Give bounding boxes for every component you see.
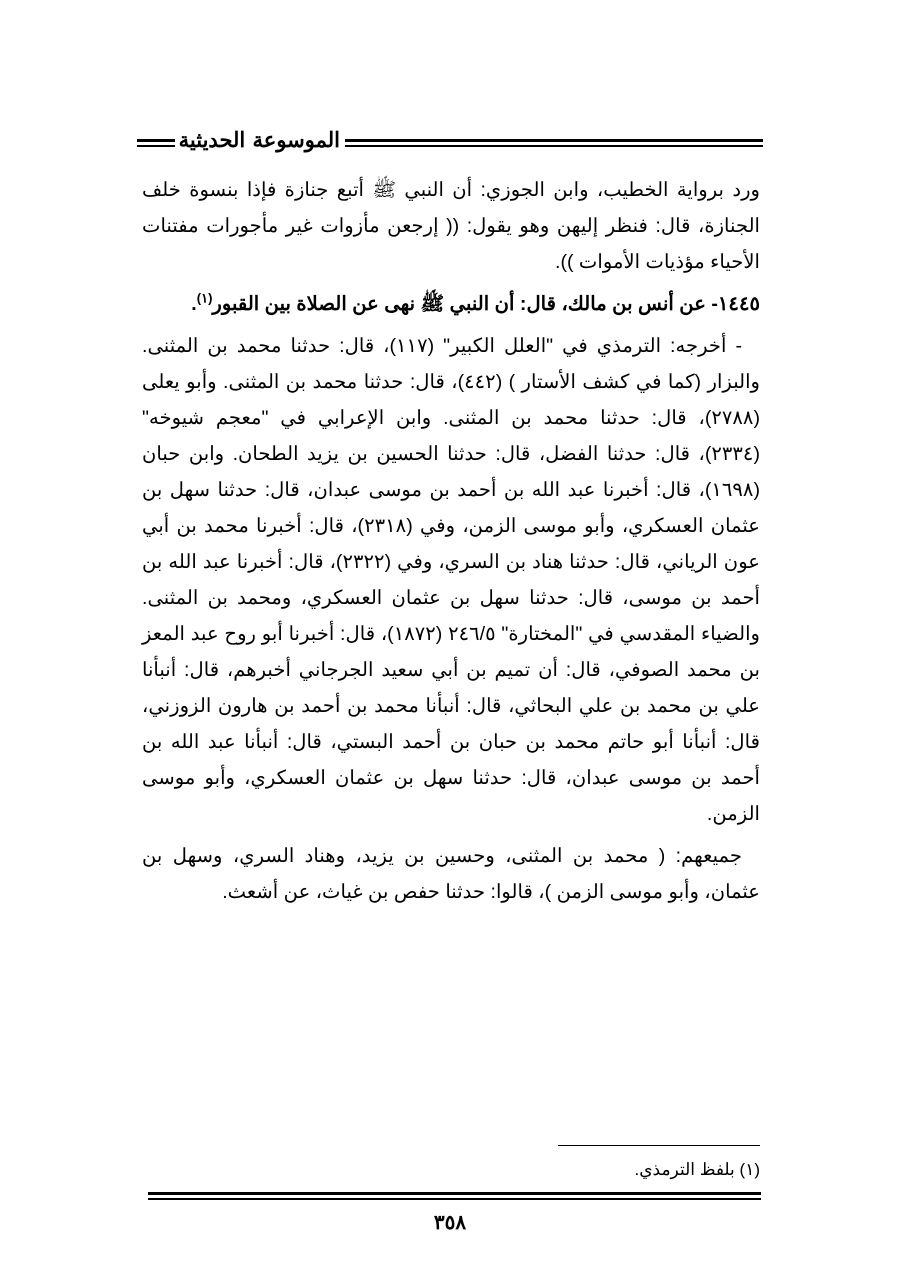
footnote-separator xyxy=(558,1145,760,1146)
page-body xyxy=(142,172,760,916)
footer-rule xyxy=(148,1192,761,1200)
header-rule-left xyxy=(137,139,175,147)
footnote-ref-1[interactable]: (١) xyxy=(196,290,213,306)
header-rule-right xyxy=(345,139,763,147)
hadith-1445 xyxy=(142,286,760,322)
hadith-text: ١٤٤٥- عن أنس بن مالك، قال: أن النبي ﷺ نهى عن الصلاة بين القبور xyxy=(212,293,760,315)
page-number: ٣٥٨ xyxy=(433,1210,467,1234)
hadith-end: . xyxy=(191,293,197,315)
paragraph-takhrij: - أخرجه: الترمذي في "العلل الكبير" (١١٧)، قال: حدثنا محمد بن المثنى. والبزار (كما في كشف الأستار ) (٤٤٢)، قال: حدثنا محمد بن المثنى. وأبو يعلى (٢٧٨٨)، قال: حدثنا محمد بن المثنى. وابن الإعرابي في "معجم شيوخه" (٢٣٣٤)، قال: حدثنا الفضل، قال: حدثنا الحسين بن يزيد الطحان. وابن حبان (١٦٩٨)، قال: أخبرنا عبد الله بن أحمد بن موسى عبدان، قال: حدثنا سهل بن عثمان العسكري، وأبو موسى الزمن، وفي (٢٣١٨)، قال: أخبرنا محمد بن أبي عون الرياني، قال: حدثنا هناد بن السري، وفي (٢٣٢٢)، قال: أخبرنا عبد الله بن أحمد بن موسى، قال: حدثنا سهل بن عثمان العسكري، ومحمد بن المثنى. والضياء المقدسي في "المختارة" ٢٤٦/٥ (١٨٧٢)، قال: أخبرنا أبو روح عبد المعز بن محمد الصوفي، قال: أن تميم بن أبي سعيد الجرجاني أخبرهم، قال: أنبأنا علي بن محمد بن علي البحاثي، قال: أنبأنا محمد بن أحمد بن هارون الزوزني، قال: أنبأنا أبو حاتم محمد بن حبان بن أحمد البستي، قال: أنبأنا عبد الله بن أحمد بن موسى عبدان، قال: حدثنا سهل بن عثمان العسكري، وأبو موسى الزمن. xyxy=(142,335,761,825)
running-header-title: الموسوعة الحديثية xyxy=(178,127,340,152)
footnote-1: (١) بلفظ الترمذي. xyxy=(634,1160,760,1179)
paragraph-summary: جميعهم: ( محمد بن المثنى، وحسين بن يزيد، وهناد السري، وسهل بن عثمان، وأبو موسى الزمن )، قالوا: حدثنا حفص بن غياث، عن أشعث. xyxy=(142,845,760,903)
paragraph-intro: ورد برواية الخطيب، وابن الجوزي: أن النبي ﷺ أتبع جنازة فإذا بنسوة خلف الجنازة، قال: فنظر إليهن وهو يقول: (( إرجعن مأزوات غير مأجورات مفتنات الأحياء مؤذيات الأموات )). xyxy=(142,179,760,273)
